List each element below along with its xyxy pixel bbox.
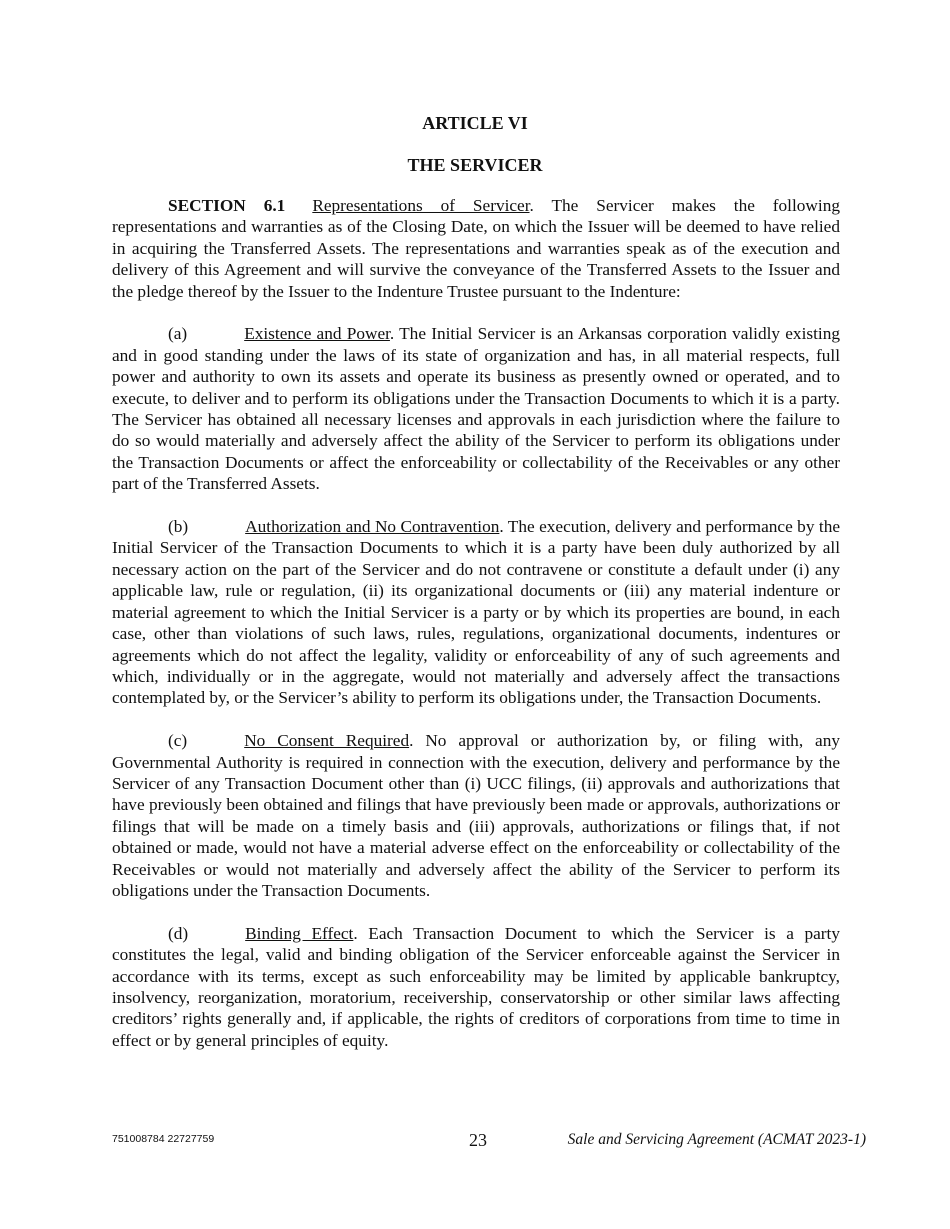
paragraph-c (112, 730, 840, 901)
paragraph-d (112, 923, 840, 1051)
footer-doc-id: 751008784 22727759 (112, 1133, 215, 1145)
article-subtitle: THE SERVICER (407, 155, 543, 175)
section-paragraph (112, 195, 840, 302)
paragraph-text: . The Initial Servicer is an Arkansas corporation validly existing and in good standing under the laws of its state of organization and has, in all material respects, full power and authority to own its assets and operate its business as presently owned or operated, and to execute, to deliver and to perform its obligations under the Transaction Documents to which it is a party. The Servicer has obtained all necessary licenses and approvals in each jurisdiction where the failure to do so would materially and adversely affect the ability of the Servicer to perform its obligations under the Transaction Documents or affect the enforceability or collectability of the Receivables or any other part of the Transferred Assets. (112, 324, 840, 494)
paragraph-label: (c) (168, 731, 188, 751)
page-number: 23 (469, 1130, 487, 1150)
paragraph-b (112, 516, 840, 709)
paragraph-label: (b) (168, 517, 189, 537)
footer-document-title: Sale and Servicing Agreement (ACMAT 2023-1) (567, 1131, 866, 1148)
paragraph-heading: Authorization and No Contravention (245, 517, 500, 537)
section-number: SECTION 6.1 (168, 196, 286, 215)
paragraph-label: (d) (168, 923, 189, 943)
article-title: ARTICLE VI (422, 113, 528, 133)
paragraph-text: . No approval or authorization by, or filing with, any Governmental Authority is required in connection with the execution, delivery and performance by the Servicer of any Transaction Document other than (i) UCC filings, (ii) approvals and authorizations that have previously been obtained and filings that have previously been made or approvals, authorizations or filings that will be made on a timely basis and (iii) approvals, authorizations or filings that, if not obtained or made, would not have a material adverse effect on the enforceability or collectability of the Receivables or would not materially and adversely affect the ability of the Servicer to perform its obligations under the Transaction Documents. (112, 731, 840, 900)
paragraph-text: . Each Transaction Document to which the Servicer is a party constitutes the legal, valid and binding obligation of the Servicer enforceable against the Servicer in accordance with its terms, except as such enforceability may be limited by applicable bankruptcy, insolvency, reorganization, moratorium, receivership, conservatorship or other similar laws affecting creditors’ rights generally and, if applicable, the rights of creditors of corporations from time to time in effect or by general principles of equity. (112, 923, 840, 1050)
paragraph-label: (a) (168, 324, 188, 344)
paragraph-heading: Binding Effect (245, 923, 354, 943)
paragraph-text: . The execution, delivery and performance by the Initial Servicer of the Transaction Documents to which it is a party have been duly authorized by all necessary action on the part of the Servicer and do not contravene or constitute a default under (i) any applicable law, rule or regulation, (ii) its organizational documents or (iii) any material indenture or material agreement to which the Initial Servicer is a party or by which its properties are bound, in each case, other than violations of such laws, rules, regulations, organizational documents, indentures or agreements which do not affect the legality, validity or enforceability of any of such agreements and which, individually or in the aggregate, would not materially and adversely affect the transactions contemplated by, or the Servicer’s ability to perform its obligations under, the Transaction Documents. (112, 517, 841, 708)
paragraph-a (112, 323, 840, 494)
section-text: . The Servicer makes the following representations and warranties as of the Closing Date, on which the Issuer will be deemed to have relied in acquiring the Transferred Assets. The representations and warranties speak as of the execution and delivery of this Agreement and will survive the conveyance of the Transferred Assets to the Issuer and the pledge thereof by the Issuer to the Indenture Trustee pursuant to the Indenture: (112, 196, 840, 301)
document-body (112, 195, 840, 1073)
paragraph-heading: No Consent Required (244, 731, 410, 751)
section-heading: Representations of Servicer (312, 196, 530, 215)
paragraph-heading: Existence and Power (244, 324, 390, 344)
